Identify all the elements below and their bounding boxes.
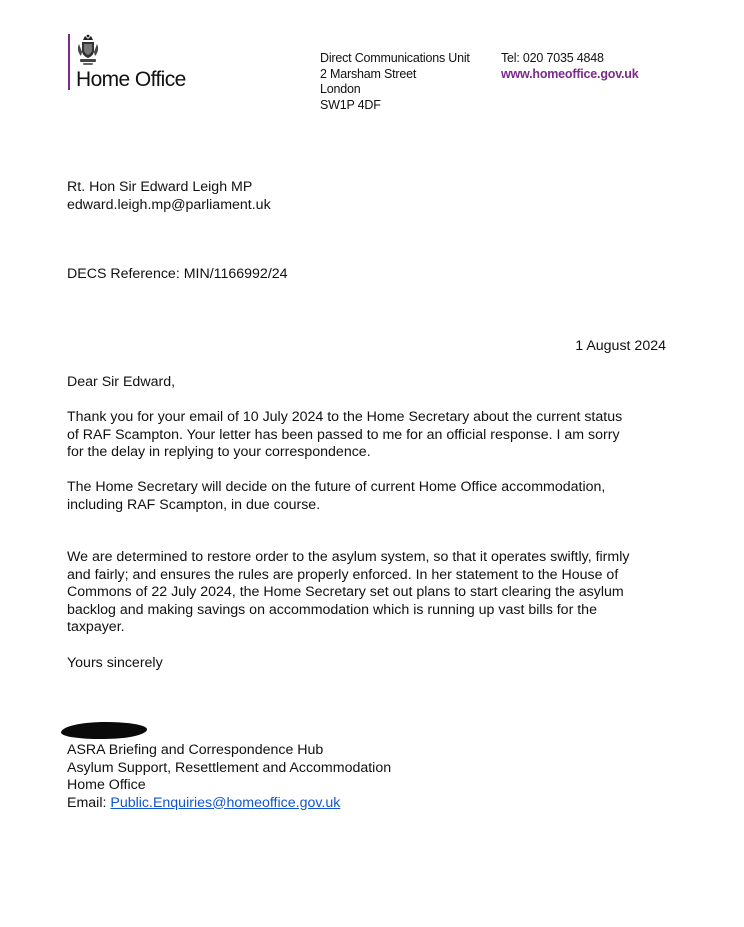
- closing: Yours sincerely: [67, 655, 163, 671]
- recipient-block: [67, 179, 667, 214]
- recipient-name: Rt. Hon Sir Edward Leigh MP: [67, 179, 253, 195]
- signature-organisation: Home Office: [67, 777, 146, 793]
- address-line: London: [320, 82, 361, 96]
- redacted-signature: [61, 721, 147, 739]
- body-paragraph: [67, 479, 667, 514]
- paragraph-line: including RAF Scampton, in due course.: [67, 496, 321, 513]
- sender-address: [320, 51, 470, 113]
- address-line: 2 Marsham Street: [320, 66, 417, 81]
- paragraph-line: for the delay in replying to your correspondence.: [67, 444, 371, 460]
- paragraph-line: backlog and making savings on accommodation which is running up vast bills for the: [67, 601, 597, 618]
- signature-team: ASRA Briefing and Correspondence Hub: [67, 742, 324, 758]
- signature-block: [67, 742, 667, 812]
- telephone: Tel: 020 7035 4848: [501, 51, 604, 65]
- sender-contact: [501, 51, 638, 82]
- paragraph-line: The Home Secretary will decide on the future of current Home Office accommodation,: [67, 479, 606, 495]
- signature-email-line: [67, 795, 667, 813]
- logo-divider: [68, 34, 70, 90]
- signature-department: Asylum Support, Resettlement and Accommodation: [67, 759, 392, 776]
- address-line: SW1P 4DF: [320, 97, 381, 112]
- paragraph-line: and fairly; and ensures the rules are properly enforced. In her statement to the House of: [67, 566, 619, 583]
- paragraph-line: taxpayer.: [67, 619, 125, 635]
- body-paragraph: [67, 409, 667, 462]
- body-paragraph: [67, 549, 667, 637]
- royal-crest-icon: [77, 34, 99, 66]
- letter-date: 1 August 2024: [575, 338, 666, 354]
- paragraph-line: of RAF Scampton. Your letter has been passed to me for an official response. I am sorry: [67, 426, 620, 443]
- public-enquiries-email-link[interactable]: Public.Enquiries@homeoffice.gov.uk: [110, 794, 341, 811]
- reference-number: DECS Reference: MIN/1166992/24: [67, 266, 288, 282]
- logo-text: Home Office: [76, 68, 186, 91]
- paragraph-line: Commons of 22 July 2024, the Home Secretary set out plans to start clearing the asylum: [67, 584, 624, 600]
- paragraph-line: Thank you for your email of 10 July 2024 to the Home Secretary about the current status: [67, 409, 623, 425]
- email-label: Email:: [67, 794, 111, 811]
- paragraph-line: We are determined to restore order to the asylum system, so that it operates swiftly, firmly: [67, 549, 630, 565]
- salutation: Dear Sir Edward,: [67, 374, 176, 390]
- address-line: Direct Communications Unit: [320, 51, 470, 65]
- website-link[interactable]: www.homeoffice.gov.uk: [501, 66, 639, 81]
- recipient-email: edward.leigh.mp@parliament.uk: [67, 196, 271, 213]
